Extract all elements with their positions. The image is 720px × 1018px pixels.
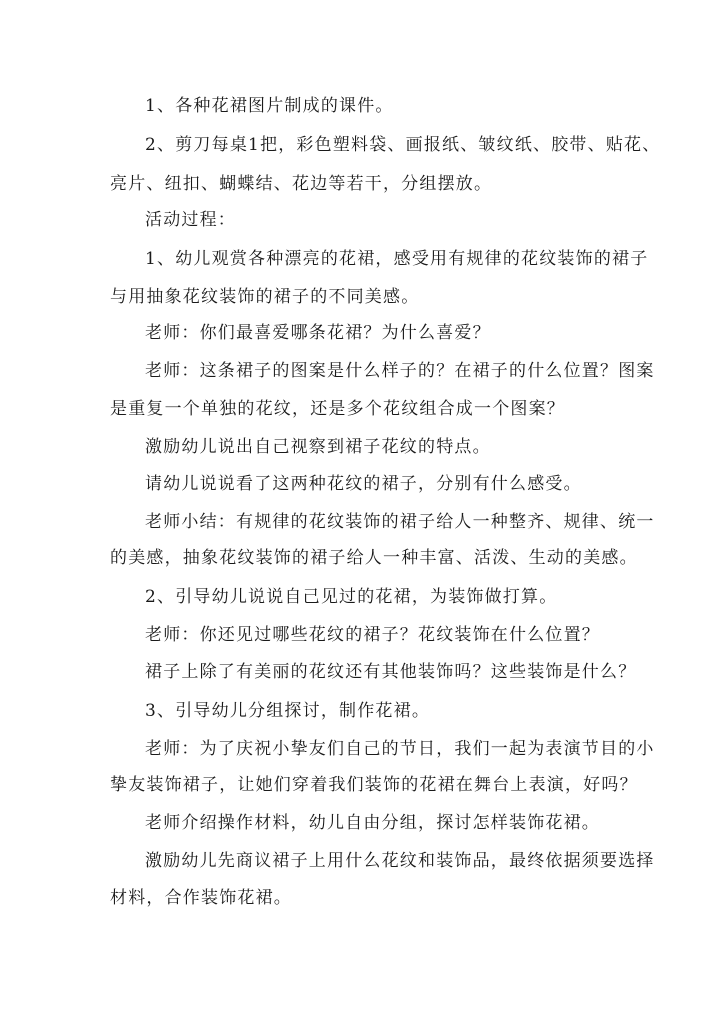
text-line: 挚友装饰裙子，让她们穿着我们装饰的花裙在舞台上表演，好吗？: [110, 775, 638, 795]
text-line: 老师：为了庆祝小挚友们自己的节日，我们一起为表演节目的小: [145, 739, 655, 759]
text-line: 亮片、纽扣、蝴蝶结、花边等若干，分组摆放。: [110, 174, 493, 194]
text-line: 的美感，抽象花纹装饰的裙子给人一种丰富、活泼、生动的美感。: [110, 548, 638, 568]
text-line: 激励幼儿说出自己视察到裙子花纹的特点。: [145, 437, 491, 457]
text-line: 裙子上除了有美丽的花纹还有其他装饰吗？这些装饰是什么？: [145, 662, 637, 682]
text-line: 2、剪刀每桌1把，彩色塑料袋、画报纸、皱纹纸、胶带、贴花、: [145, 135, 661, 155]
text-line: 活动过程：: [145, 210, 236, 230]
text-line: 老师介绍操作材料，幼儿自由分组，探讨怎样装饰花裙。: [145, 813, 600, 833]
text-line: 激励幼儿先商议裙子上用什么花纹和装饰品，最终依据须要选择: [145, 851, 655, 871]
text-line: 3、引导幼儿分组探讨，制作花裙。: [145, 701, 431, 721]
text-line: 1、各种花裙图片制成的课件。: [145, 96, 394, 116]
text-line: 2、引导幼儿说说自己见过的花裙，为装饰做打算。: [145, 587, 558, 607]
text-line: 是重复一个单独的花纹，还是多个花纹组合成一个图案？: [110, 399, 565, 419]
text-line: 请幼儿说说看了这两种花纹的裙子，分别有什么感受。: [145, 474, 582, 494]
text-line: 材料，合作装饰花裙。: [110, 888, 292, 908]
text-line: 与用抽象花纹装饰的裙子的不同美感。: [110, 287, 420, 307]
text-line: 老师小结：有规律的花纹装饰的裙子给人一种整齐、规律、统一: [145, 512, 655, 532]
text-line: 1、幼儿观赏各种漂亮的花裙，感受用有规律的花纹装饰的裙子: [145, 249, 649, 269]
text-line: 老师：你还见过哪些花纹的裙子？花纹装饰在什么位置？: [145, 625, 600, 645]
text-line: 老师：你们最喜爱哪条花裙？为什么喜爱？: [145, 323, 491, 343]
text-line: 老师：这条裙子的图案是什么样子的？在裙子的什么位置？图案: [145, 361, 655, 381]
